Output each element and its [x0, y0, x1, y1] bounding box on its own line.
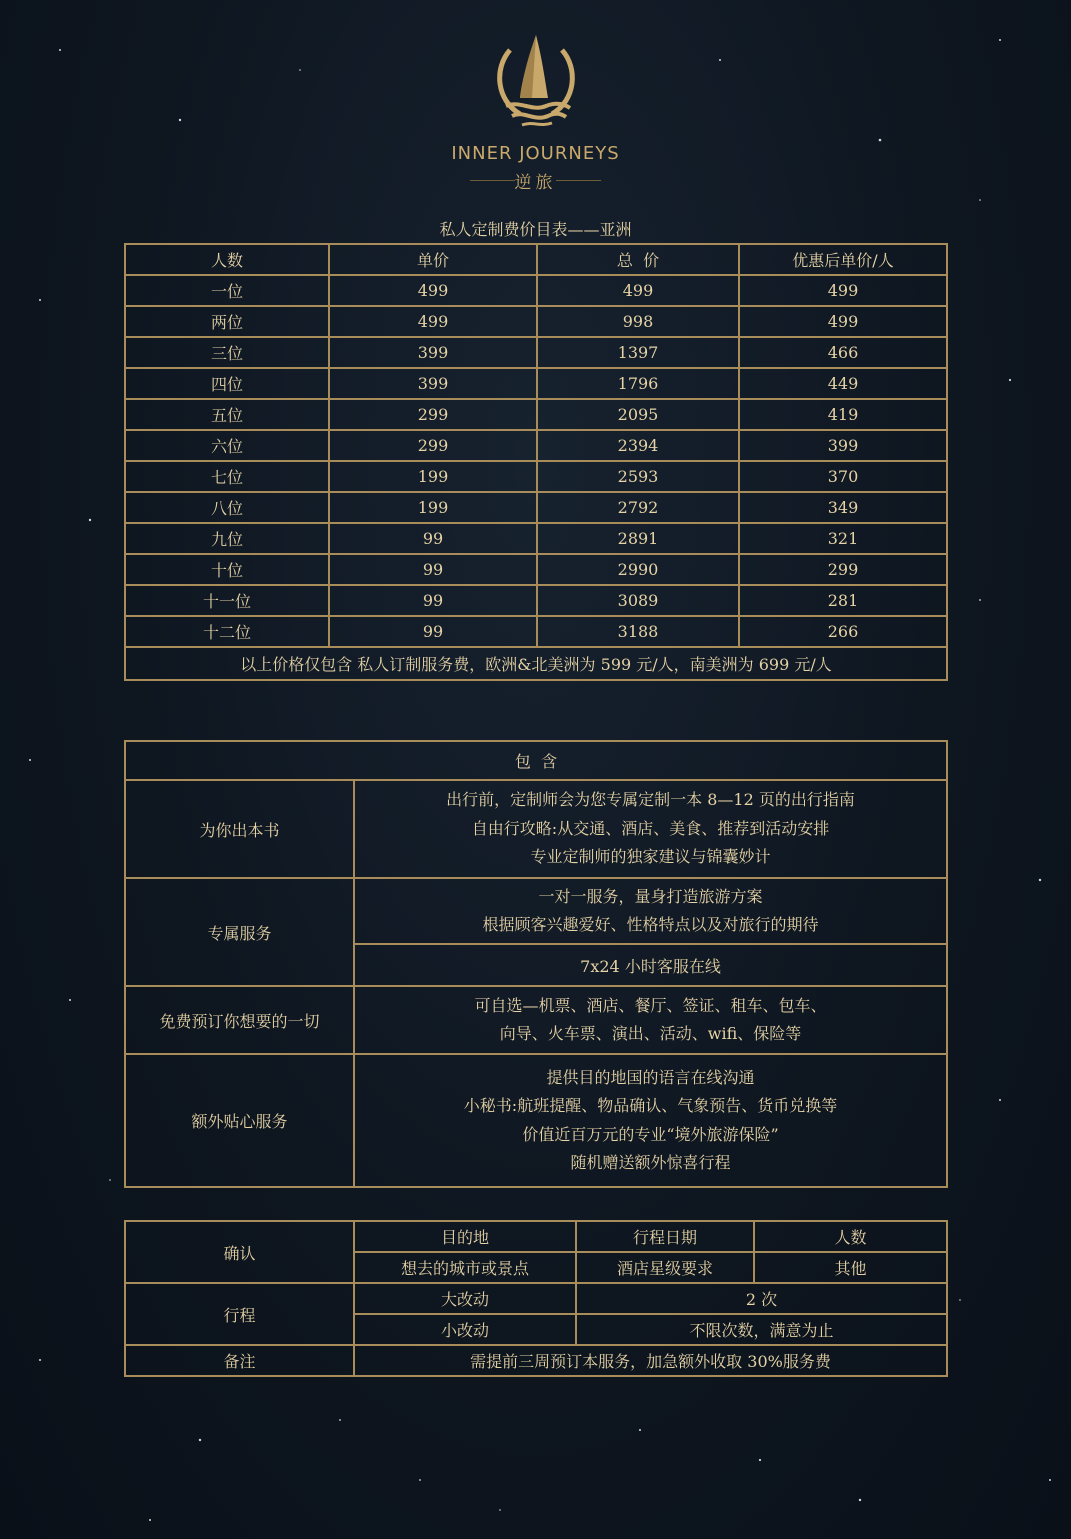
cell-unit-price: 99	[329, 585, 537, 616]
cell-unit-price: 299	[329, 399, 537, 430]
note-label: 备注	[125, 1345, 354, 1376]
table-row	[125, 616, 947, 647]
table-row	[125, 275, 947, 306]
extra-details	[354, 1054, 947, 1187]
includes-row-service	[125, 878, 947, 944]
cell-people: 四位	[125, 368, 329, 399]
cell-discount-price: 499	[739, 275, 947, 306]
book-line: 专业定制师的独家建议与锦囊妙计	[530, 847, 771, 867]
header-discount-price: 优惠后单价/人	[739, 244, 947, 275]
cell-total-price: 998	[537, 306, 739, 337]
sailboat-logo-icon	[490, 30, 582, 130]
cell-discount-price: 399	[739, 430, 947, 461]
cell-destination: 目的地	[354, 1221, 576, 1252]
cell-people: 两位	[125, 306, 329, 337]
book-details	[354, 780, 947, 878]
cell-minor-change-value: 不限次数，满意为止	[576, 1314, 947, 1345]
cell-minor-change: 小改动	[354, 1314, 576, 1345]
cell-hotel-star: 酒店星级要求	[576, 1252, 754, 1283]
cell-total-price: 2792	[537, 492, 739, 523]
table-row	[125, 430, 947, 461]
table-row	[125, 306, 947, 337]
header-total-price: 总 价	[537, 244, 739, 275]
cell-discount-price: 419	[739, 399, 947, 430]
trip-label: 行程	[125, 1283, 354, 1345]
extra-line: 提供目的地国的语言在线沟通	[546, 1067, 755, 1087]
cell-discount-price: 299	[739, 554, 947, 585]
cell-people: 六位	[125, 430, 329, 461]
cell-discount-price: 281	[739, 585, 947, 616]
cell-total-price: 3089	[537, 585, 739, 616]
booking-label: 免费预订你想要的一切	[125, 986, 354, 1054]
header-unit-price: 单价	[329, 244, 537, 275]
cell-people: 七位	[125, 461, 329, 492]
includes-header-row	[125, 741, 947, 780]
book-label: 为你出本书	[125, 780, 354, 878]
confirm-label: 确认	[125, 1221, 354, 1283]
cell-discount-price: 349	[739, 492, 947, 523]
table-row	[125, 554, 947, 585]
table-row	[125, 368, 947, 399]
includes-row-extra	[125, 1054, 947, 1187]
table-row	[125, 1283, 947, 1314]
cell-unit-price: 499	[329, 306, 537, 337]
cell-discount-price: 499	[739, 306, 947, 337]
cell-people: 十二位	[125, 616, 329, 647]
header-people: 人数	[125, 244, 329, 275]
cell-total-price: 2990	[537, 554, 739, 585]
cell-major-change-value: 2 次	[576, 1283, 947, 1314]
service-line: 根据顾客兴趣爱好、性格特点以及对旅行的期待	[482, 915, 819, 934]
cell-unit-price: 399	[329, 368, 537, 399]
table-row	[125, 461, 947, 492]
cell-unit-price: 199	[329, 492, 537, 523]
extra-line: 随机赠送额外惊喜行程	[570, 1153, 731, 1172]
cell-people: 十一位	[125, 585, 329, 616]
cell-major-change: 大改动	[354, 1283, 576, 1314]
online-service: 7x24 小时客服在线	[354, 944, 947, 986]
price-table	[124, 243, 948, 681]
cell-people: 八位	[125, 492, 329, 523]
cell-unit-price: 299	[329, 430, 537, 461]
brand-name-cn: 逆旅	[514, 173, 557, 193]
confirm-table	[124, 1220, 948, 1377]
cell-discount-price: 370	[739, 461, 947, 492]
service-label: 专属服务	[125, 878, 354, 986]
extra-label: 额外贴心服务	[125, 1054, 354, 1187]
includes-row-book	[125, 780, 947, 878]
cell-trip-date: 行程日期	[576, 1221, 754, 1252]
cell-total-price: 2593	[537, 461, 739, 492]
cell-unit-price: 199	[329, 461, 537, 492]
booking-line: 向导、火车票、演出、活动、wifi、保险等	[499, 1024, 802, 1043]
price-table-header-row	[125, 244, 947, 275]
cell-unit-price: 499	[329, 275, 537, 306]
cell-unit-price: 99	[329, 554, 537, 585]
cell-other: 其他	[754, 1252, 947, 1283]
cell-total-price: 1796	[537, 368, 739, 399]
brand-name-en: INNER JOURNEYS	[451, 143, 620, 164]
price-note-row	[125, 647, 947, 680]
booking-line: 可自选—机票、酒店、餐厅、签证、租车、包车、	[474, 995, 827, 1015]
cell-total-price: 2891	[537, 523, 739, 554]
table-row	[125, 585, 947, 616]
booking-details	[354, 986, 947, 1054]
cell-unit-price: 99	[329, 616, 537, 647]
extra-line: 小秘书:航班提醒、物品确认、气象预告、货币兑换等	[463, 1096, 838, 1115]
table-row	[125, 1221, 947, 1252]
cell-people: 三位	[125, 337, 329, 368]
includes-table	[124, 740, 948, 1188]
cell-people: 一位	[125, 275, 329, 306]
service-details	[354, 878, 947, 944]
cell-people-count: 人数	[754, 1221, 947, 1252]
cell-unit-price: 399	[329, 337, 537, 368]
table-row	[125, 492, 947, 523]
cell-total-price: 2095	[537, 399, 739, 430]
includes-row-booking	[125, 986, 947, 1054]
cell-discount-price: 321	[739, 523, 947, 554]
cell-discount-price: 266	[739, 616, 947, 647]
includes-header: 包 含	[125, 741, 947, 780]
price-note: 以上价格仅包含 私人订制服务费，欧洲&北美洲为 599 元/人，南美洲为 699 元/人	[125, 647, 947, 680]
cell-city-or-sight: 想去的城市或景点	[354, 1252, 576, 1283]
table-row	[125, 337, 947, 368]
book-line: 出行前，定制师会为您专属定制一本 8—12 页的出行指南	[446, 790, 855, 810]
cell-total-price: 3188	[537, 616, 739, 647]
service-line: 一对一服务，量身打造旅游方案	[538, 886, 763, 906]
cell-people: 九位	[125, 523, 329, 554]
cell-people: 五位	[125, 399, 329, 430]
extra-line: 价值近百万元的专业“境外旅游保险”	[522, 1124, 779, 1144]
table-row	[125, 523, 947, 554]
cell-discount-price: 449	[739, 368, 947, 399]
cell-total-price: 499	[537, 275, 739, 306]
book-line: 自由行攻略:从交通、酒店、美食、推荐到活动安排	[471, 818, 830, 838]
cell-people: 十位	[125, 554, 329, 585]
cell-total-price: 2394	[537, 430, 739, 461]
divider-line-right	[556, 180, 601, 181]
cell-discount-price: 466	[739, 337, 947, 368]
price-table-title: 私人定制费价目表——亚洲	[439, 220, 632, 239]
table-row	[125, 399, 947, 430]
note-value: 需提前三周预订本服务，加急额外收取 30%服务费	[354, 1345, 947, 1376]
cell-total-price: 1397	[537, 337, 739, 368]
table-row	[125, 1345, 947, 1376]
cell-unit-price: 99	[329, 523, 537, 554]
